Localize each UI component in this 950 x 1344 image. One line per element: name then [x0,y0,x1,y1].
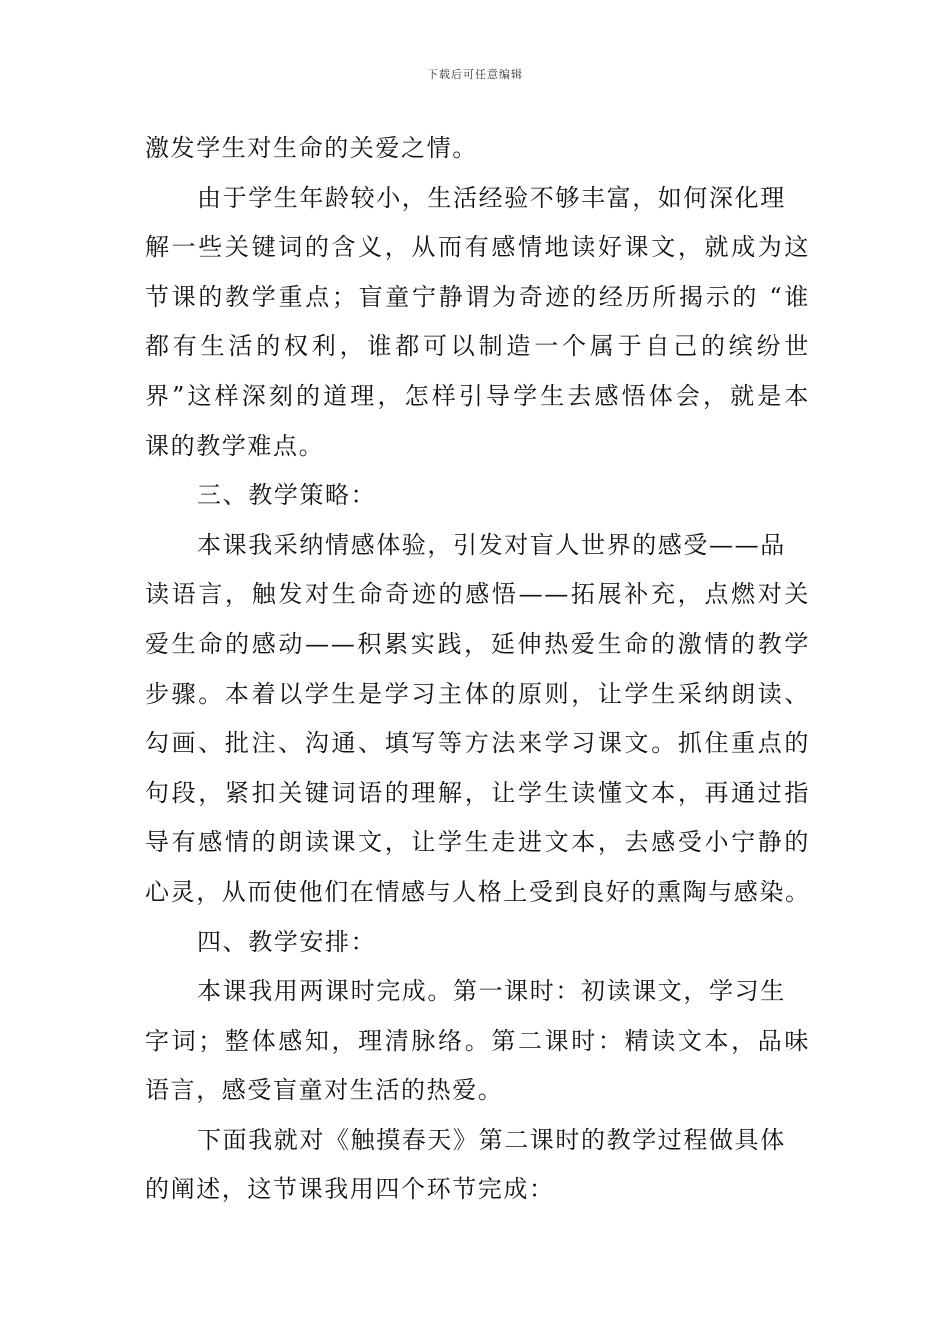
text-line: 勾画、批注、沟通、填写等方法来学习课文。抓住重点的 [145,729,810,758]
header-note: 下载后可任意编辑 [427,68,523,81]
text-line: 爱生命的感动——积累实践，延伸热爱生命的激情的教学 [145,629,810,658]
text-line: 心灵，从而使他们在情感与人格上受到良好的熏陶与感染。 [145,877,811,906]
text-line: 步骤。本着以学生是学习主体的原则，让学生采纳朗读、 [145,679,810,708]
text-line: 本课我用两课时完成。第一课时：初读课文，学习生 [197,977,786,1006]
text-line: 本课我采纳情感体验，引发对盲人世界的感受——品 [197,530,786,559]
text-line: 解一些关键词的含义，从而有感情地读好课文，就成为这 [145,233,810,262]
text-line: 读语言，触发对生命奇迹的感悟——拓展补充，点燃对关 [145,580,810,609]
section-heading: 四、教学安排： [197,927,377,956]
text-line: 都有生活的权利，谁都可以制造一个属于自己的缤纷世 [145,332,810,361]
text-line: 导有感情的朗读课文，让学生走进文本，去感受小宁静的 [145,828,810,857]
text-line: 句段，紧扣关键词语的理解，让学生读懂文本，再通过指 [145,778,810,807]
text-line: 语言，感受盲童对生活的热爱。 [145,1076,504,1105]
text-line: 下面我就对《触摸春天》第二课时的教学过程做具体 [197,1125,786,1154]
body-text [145,124,810,1215]
text-line: 课的教学难点。 [145,431,325,460]
text-line: 由于学生年龄较小，生活经验不够丰富，如何深化理 [197,183,786,212]
text-line: 节课的教学重点；盲童宁静谓为奇迹的经历所揭示的 “谁 [145,282,810,311]
text-line: 界”这样深刻的道理，怎样引导学生去感悟体会，就是本 [145,381,810,410]
text-line: 的阐述，这节课我用四个环节完成： [145,1175,555,1204]
section-heading: 三、教学策略： [197,481,377,510]
text-line: 激发学生对生命的关爱之情。 [145,134,478,162]
text-line: 字词；整体感知，理清脉络。第二课时：精读文本，品味 [145,1026,810,1055]
